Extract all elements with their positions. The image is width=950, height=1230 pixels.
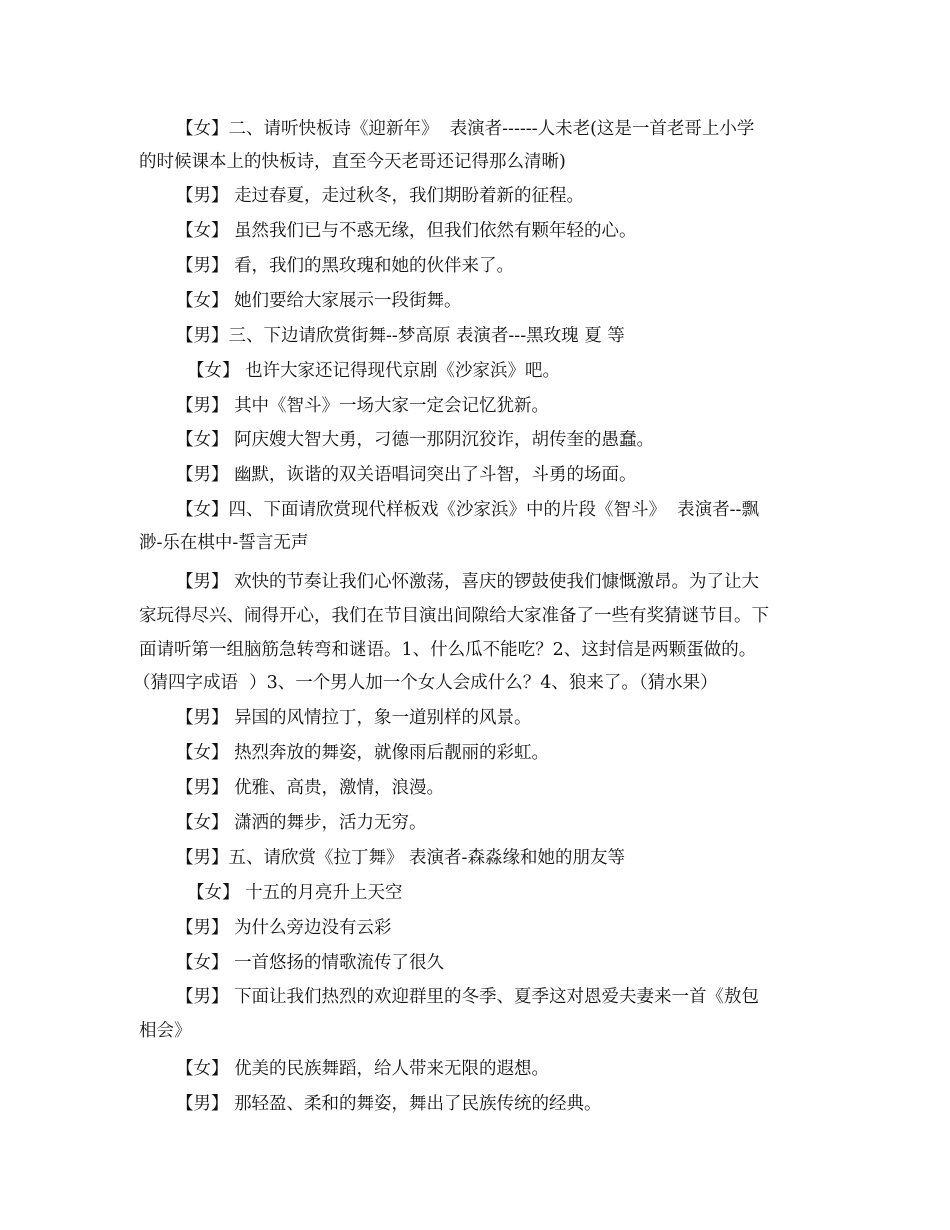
text-line: 【女】 也许大家还记得现代京剧《沙家浜》吧。 — [187, 361, 561, 381]
text-line: 的时候课本上的快板诗，直至今天老哥还记得那么清晰) — [139, 152, 566, 172]
text-line: 【男】 走过春夏，走过秋冬，我们期盼着新的征程。 — [176, 186, 585, 206]
text-line: 【女】 一首悠扬的情歌流传了很久 — [176, 953, 445, 973]
text-line: 【男】 幽默，诙谐的双关语唱词突出了斗智，斗勇的场面。 — [176, 465, 637, 485]
text-line: 【女】四、下面请欣赏现代样板戏《沙家浜》中的片段《智斗》 表演者--飘 — [176, 500, 759, 520]
text-line: 面请听第一组脑筋急转弯和谜语。1、什么瓜不能吃？2、这封信是两颗蛋做的。 — [139, 640, 757, 660]
text-line: 【女】 阿庆嫂大智大勇，刁德一那阴沉狡诈，胡传奎的愚蠢。 — [176, 430, 655, 450]
text-line: 家玩得尽兴、闹得开心，我们在节目演出间隙给大家准备了一些有奖猜谜节目。下 — [139, 606, 769, 626]
text-line: 【男】 那轻盈、柔和的舞姿，舞出了民族传统的经典。 — [176, 1094, 602, 1114]
text-line: 相会》 — [139, 1021, 192, 1041]
text-line: 【男】三、下边请欣赏街舞--梦高原 表演者---黑玫瑰 夏 等 — [176, 326, 625, 346]
text-line: 渺-乐在棋中-誓言无声 — [139, 533, 309, 553]
text-line: 【女】 虽然我们已与不惑无缘，但我们依然有颗年轻的心。 — [176, 221, 637, 241]
text-line: 【女】 热烈奔放的舞姿，就像雨后靓丽的彩虹。 — [176, 743, 550, 763]
text-line: 【女】二、请听快板诗《迎新年》 表演者------人未老(这是一首老哥上小学 — [176, 119, 755, 139]
text-line: 【男】 其中《智斗》一场大家一定会记忆犹新。 — [176, 396, 550, 416]
text-line: （猜四字成语 ）3、一个男人加一个女人会成什么？4、狼来了。（猜水果） — [133, 673, 718, 693]
text-line: 【男】 优雅、高贵，激情，浪漫。 — [176, 778, 445, 798]
text-line: 【女】 她们要给大家展示一段街舞。 — [176, 291, 462, 311]
text-line: 【女】 十五的月亮升上天空 — [187, 883, 403, 903]
text-line: 【男】 下面让我们热烈的欢迎群里的冬季、夏季这对恩爱夫妻来一首《敖包 — [176, 987, 760, 1007]
text-line: 【男】五、请欣赏《拉丁舞》 表演者-森淼缘和她的朋友等 — [176, 848, 625, 868]
text-line: 【男】 异国的风情拉丁，象一道别样的风景。 — [176, 708, 532, 728]
text-line: 【男】 欢快的节奏让我们心怀激荡，喜庆的锣鼓使我们慷慨激昂。为了让大 — [176, 572, 760, 592]
text-line: 【男】 看，我们的黑玫瑰和她的伙伴来了。 — [176, 256, 515, 276]
text-line: 【女】 潇洒的舞步，活力无穷。 — [176, 813, 427, 833]
text-line: 【女】 优美的民族舞蹈，给人带来无限的遐想。 — [176, 1059, 550, 1079]
text-line: 【男】 为什么旁边没有云彩 — [176, 918, 392, 938]
